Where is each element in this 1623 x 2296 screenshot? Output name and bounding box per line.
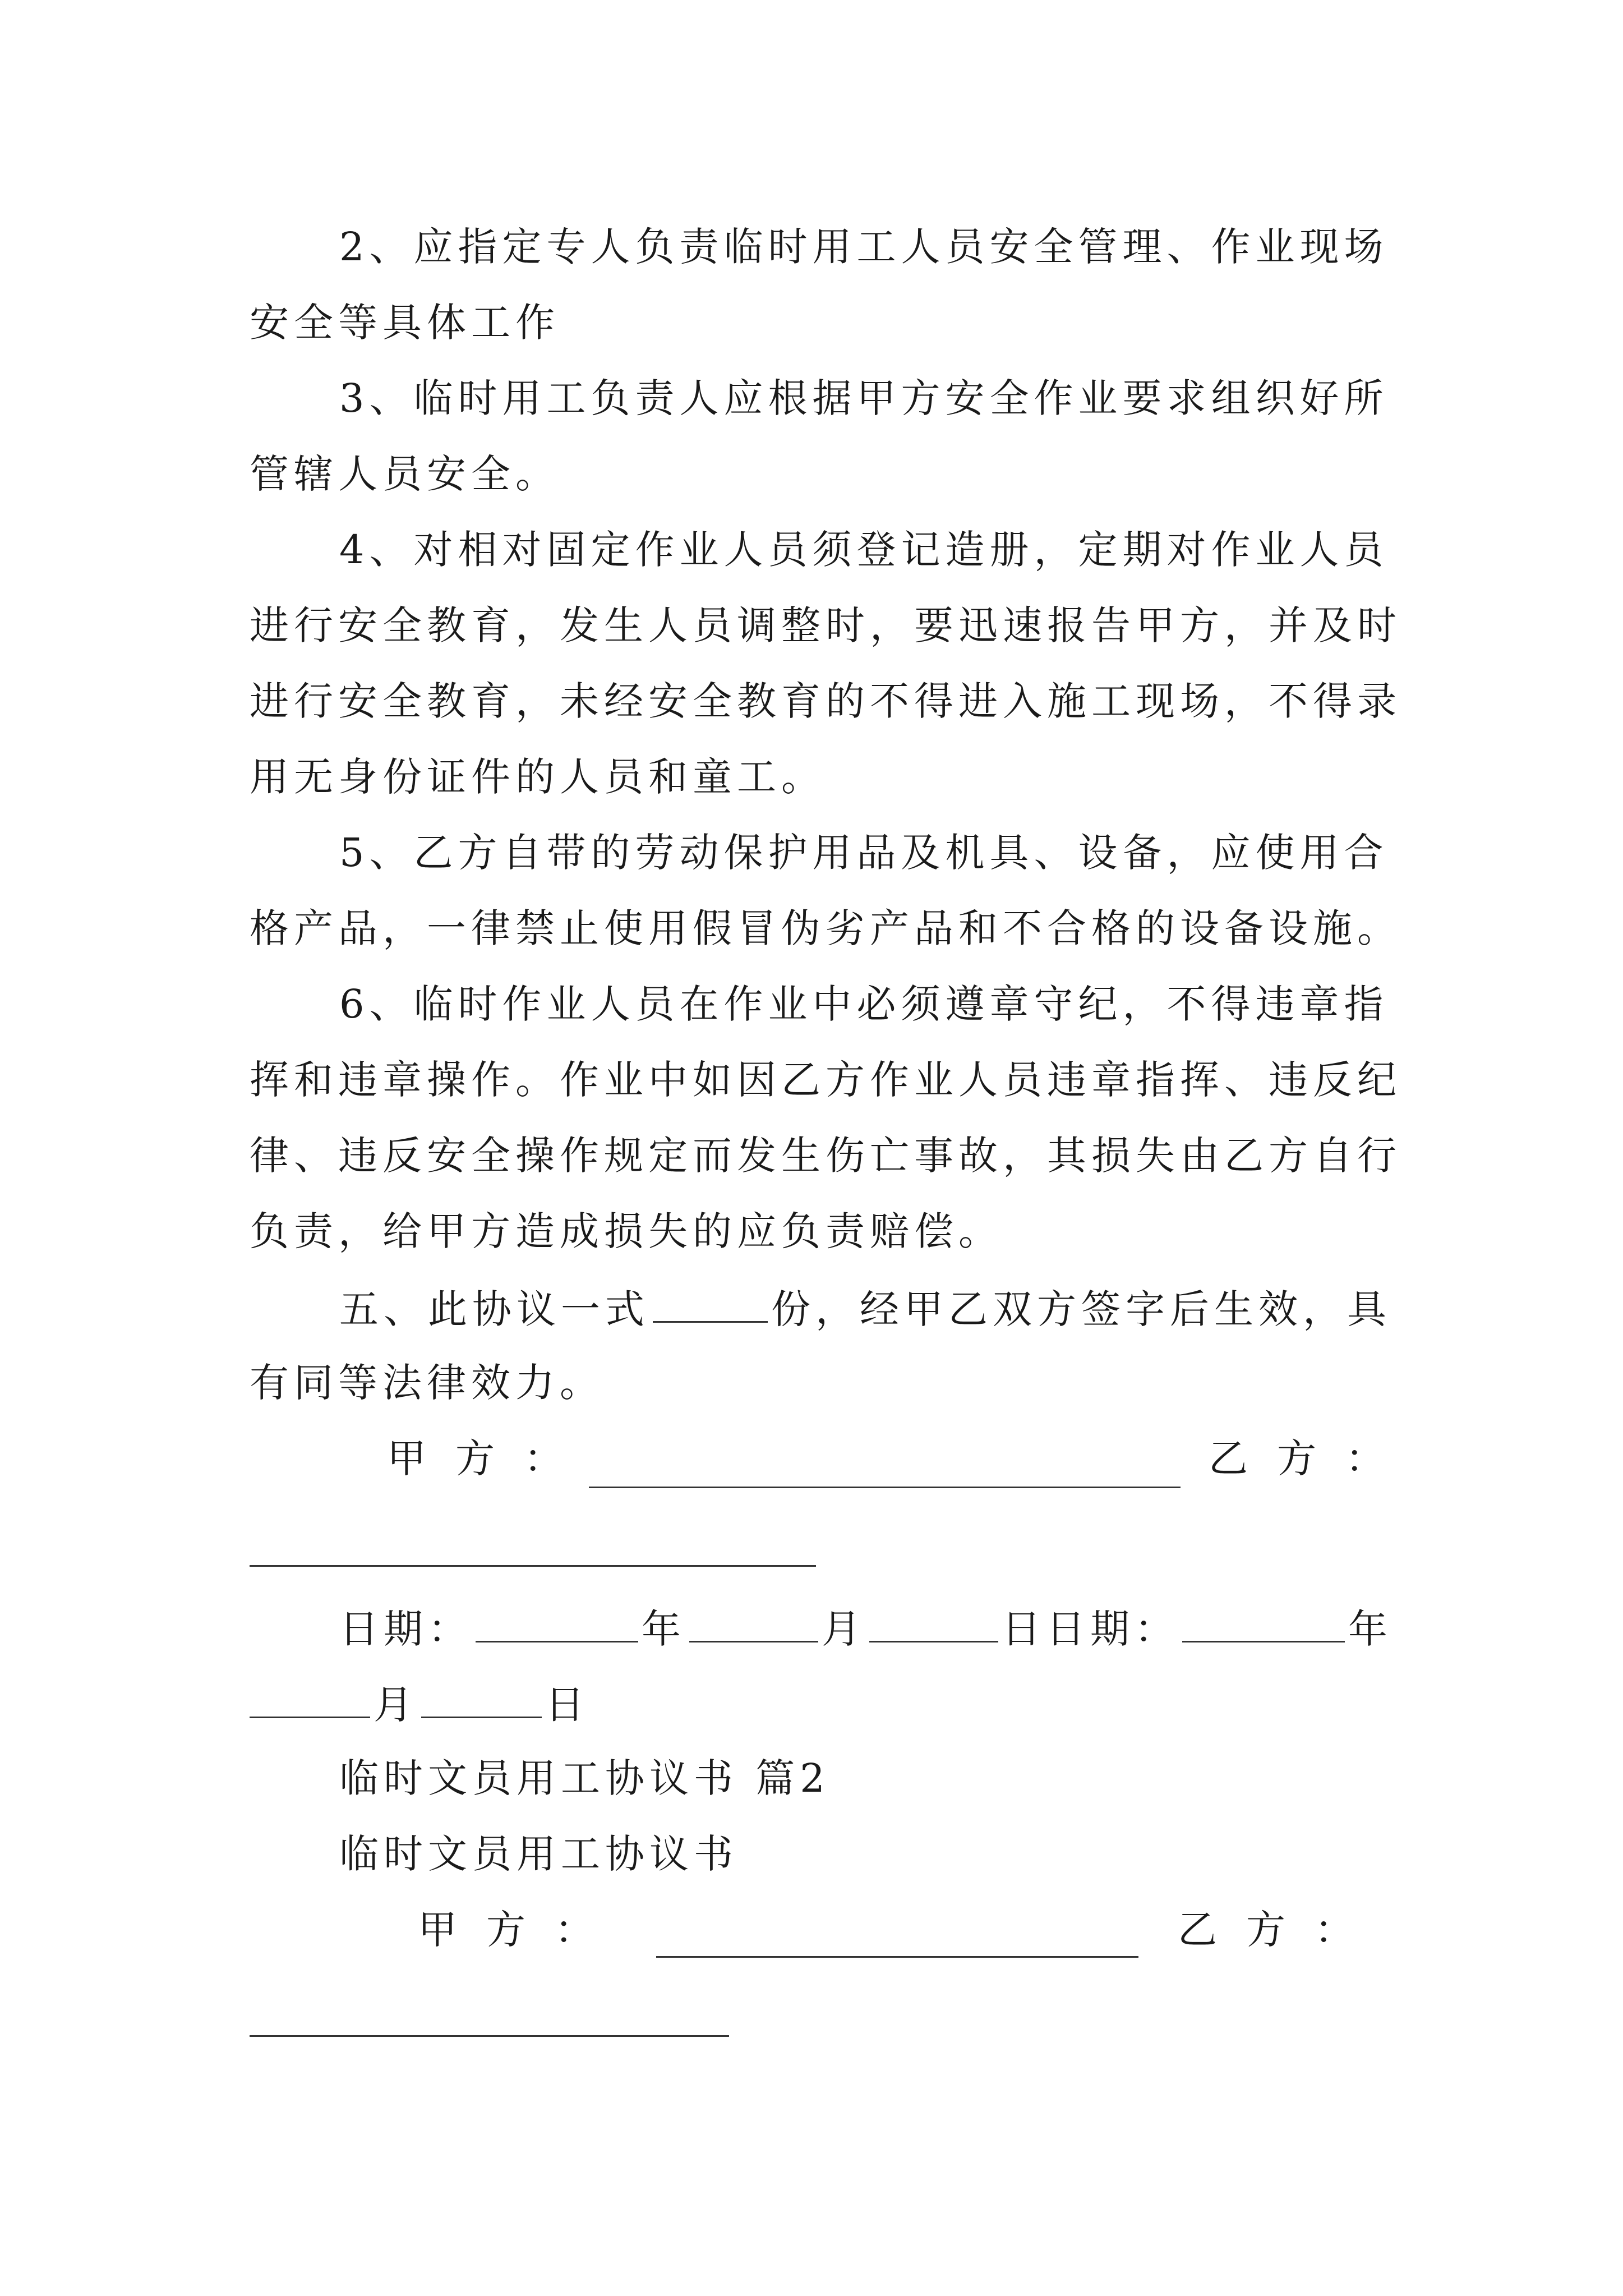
date-a-year-blank[interactable] (476, 1602, 638, 1642)
copies-blank[interactable] (653, 1282, 768, 1323)
party-a2-signature-line[interactable] (656, 1956, 1138, 1958)
clause-2-line-1: 2、应指定专人负责临时用工人员安全管理、作业现场 (339, 224, 1389, 270)
clause-6-line-2: 挥和违章操作。作业中如因乙方作业人员违章指挥、违反纪 (250, 1057, 1401, 1103)
year-label-b: 年 (1348, 1606, 1393, 1652)
month-label-b: 月 (374, 1682, 418, 1728)
day-label-a: 日 (1002, 1606, 1046, 1652)
party-b-label: 乙方： (1209, 1435, 1414, 1481)
clause-3-line-2: 管辖人员安全。 (250, 451, 560, 497)
party-b-signature-line[interactable] (250, 1565, 816, 1567)
party-b2-label: 乙方： (1178, 1907, 1383, 1953)
clause-6-line-4: 负责，给甲方造成损失的应负责赔偿。 (250, 1208, 1003, 1254)
clause-6-line-1: 6、临时作业人员在作业中必须遵章守纪，不得违章指 (339, 981, 1389, 1027)
clause-6-line-3: 律、违反安全操作规定而发生伤亡事故，其损失由乙方自行 (250, 1133, 1401, 1179)
party-a-signature-line[interactable] (589, 1487, 1181, 1488)
clause-4-line-2: 进行安全教育，发生人员调整时，要迅速报告甲方，并及时 (250, 602, 1401, 648)
clause-2-line-2: 安全等具体工作 (250, 300, 560, 346)
clause-5-line-1: 5、乙方自带的劳动保护用品及机具、设备，应使用合 (339, 830, 1389, 876)
date-b-day-blank[interactable] (421, 1677, 542, 1718)
clause-five-line-1 (339, 1282, 1472, 1335)
month-label-a: 月 (822, 1606, 866, 1652)
clause-five-text-b: 份，经甲乙双方签字后生效，具 (771, 1286, 1391, 1332)
date-b-year-blank[interactable] (1182, 1602, 1345, 1642)
date-line-2 (250, 1677, 1382, 1730)
party-b2-signature-line[interactable] (250, 2035, 729, 2037)
clause-3-line-1: 3、临时用工负责人应根据甲方安全作业要求组织好所 (339, 375, 1389, 421)
clause-4-line-1: 4、对相对固定作业人员须登记造册，定期对作业人员 (339, 527, 1389, 573)
party-a2-label: 甲方： (418, 1907, 623, 1953)
day-label-b: 日 (545, 1682, 589, 1728)
clause-five-text-a: 五、此协议一式 (339, 1286, 649, 1332)
date-line-1 (339, 1602, 1472, 1654)
section-heading-main: 临时文员用工协议书 (339, 1831, 738, 1877)
date-b-month-blank[interactable] (250, 1677, 370, 1718)
year-label-a: 年 (642, 1606, 686, 1652)
date-a-month-blank[interactable] (689, 1602, 818, 1642)
clause-4-line-3: 进行安全教育，未经安全教育的不得进入施工现场，不得录 (250, 678, 1401, 724)
date-label-b: 日期： (1046, 1606, 1179, 1652)
clause-five-line-2: 有同等法律效力。 (250, 1360, 604, 1406)
date-label-a: 日期： (339, 1606, 472, 1652)
section-heading-pian2: 临时文员用工协议书 篇2 (339, 1755, 830, 1801)
party-a-label: 甲方： (387, 1435, 592, 1481)
clause-4-line-4: 用无身份证件的人员和童工。 (250, 754, 826, 800)
clause-5-line-2: 格产品，一律禁止使用假冒伪劣产品和不合格的设备设施。 (250, 905, 1401, 951)
date-a-day-blank[interactable] (869, 1602, 998, 1642)
